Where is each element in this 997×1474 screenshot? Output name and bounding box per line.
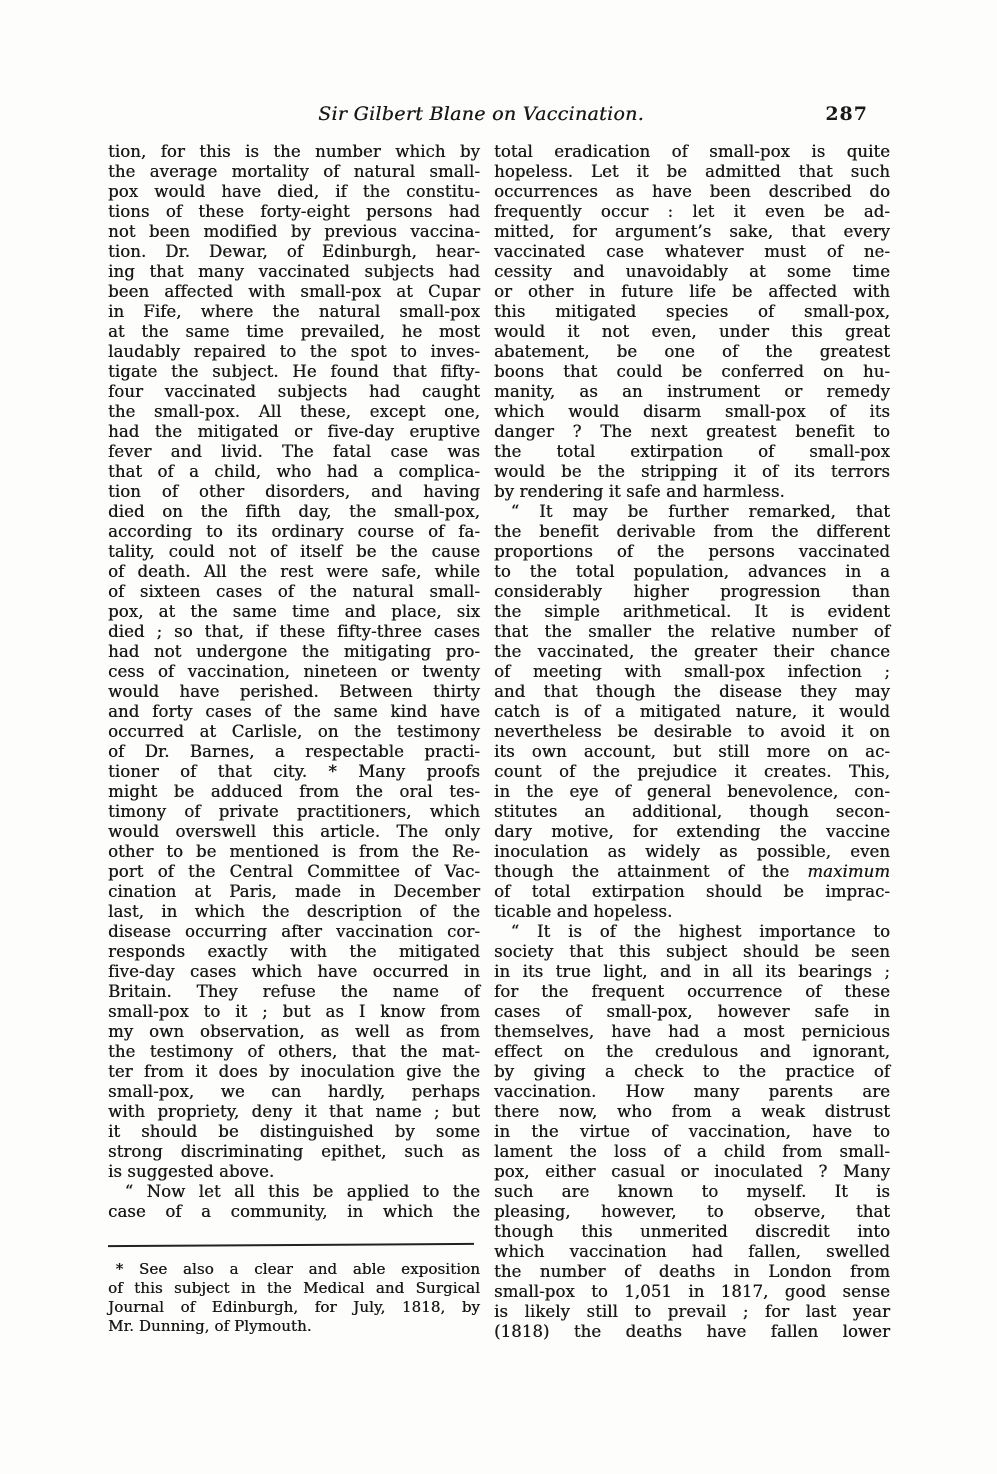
text-line: to the total population, advances in a xyxy=(494,562,890,581)
text-line: and that though the disease they may xyxy=(494,682,890,701)
article-body xyxy=(108,142,890,1342)
text-line: nevertheless be desirable to avoid it on xyxy=(494,722,890,741)
footnote-text xyxy=(108,1260,480,1336)
text-line: Journal of Edinburgh, for July, 1818, by xyxy=(108,1298,480,1316)
text-line: my own observation, as well as from xyxy=(108,1022,480,1041)
text-line: of this subject in the Medical and Surgical xyxy=(108,1279,480,1297)
text-line: small-pox, we can hardly, perhaps xyxy=(108,1082,480,1101)
text-line: other to be mentioned is from the Re- xyxy=(108,842,480,861)
text-line: cessity and unavoidably at some time xyxy=(494,262,890,281)
text-line: and forty cases of the same kind have xyxy=(108,702,480,721)
text-line: ticable and hopeless. xyxy=(494,902,673,921)
text-line: pox would have died, if the constitu- xyxy=(108,182,480,201)
text-line: ter from it does by inoculation give the xyxy=(108,1062,480,1081)
text-line: is suggested above. xyxy=(108,1162,275,1181)
text-line: of Dr. Barnes, a respectable practi- xyxy=(108,742,480,761)
text-line: danger ? The next greatest benefit to xyxy=(494,422,890,441)
right-column xyxy=(494,142,890,1342)
text-line: died on the fifth day, the small-pox, xyxy=(108,502,480,521)
text-line: in the eye of general benevolence, con- xyxy=(494,782,890,801)
right-column-text xyxy=(494,142,890,1342)
text-line: with propriety, deny it that name ; but xyxy=(108,1102,480,1121)
text-line: for the frequent occurrence of these xyxy=(494,982,890,1001)
footnote-block xyxy=(108,1244,480,1336)
text-line: Mr. Dunning, of Plymouth. xyxy=(108,1317,312,1335)
page-number: 287 xyxy=(825,103,868,125)
text-line: the total extirpation of small-pox xyxy=(494,442,890,461)
text-line: of total extirpation should be imprac- xyxy=(494,882,890,901)
text-line: not been modified by previous vaccina- xyxy=(108,222,480,241)
text-line: the testimony of others, that the mat- xyxy=(108,1042,480,1061)
text-line: the small-pox. All these, except one, xyxy=(108,402,480,421)
text-line: laudably repaired to the spot to inves- xyxy=(108,342,480,361)
text-line: fever and livid. The fatal case was xyxy=(108,442,480,461)
text-line: in its true light, and in all its bearings ; xyxy=(494,962,890,981)
text-line: four vaccinated subjects had caught xyxy=(108,382,480,401)
text-line: manity, as an instrument or remedy xyxy=(494,382,890,401)
text-line: last, in which the description of the xyxy=(108,902,480,921)
text-line: catch is of a mitigated nature, it would xyxy=(494,702,890,721)
running-header xyxy=(108,103,890,129)
text-line: “ It is of the highest importance to xyxy=(494,922,890,941)
text-line: pox, either casual or inoculated ? Many xyxy=(494,1162,890,1181)
text-line: disease occurring after vaccination cor- xyxy=(108,922,480,941)
text-line: society that this subject should be seen xyxy=(494,942,890,961)
text-line: occurred at Carlisle, on the testimony xyxy=(108,722,480,741)
text-line: tions of these forty-eight persons had xyxy=(108,202,480,221)
left-column xyxy=(108,142,480,1342)
text-line: the number of deaths in London from xyxy=(494,1262,890,1281)
text-line: would it not even, under this great xyxy=(494,322,890,341)
text-line: there now, who from a weak distrust xyxy=(494,1102,890,1121)
text-line: though the attainment of the maximum xyxy=(494,862,890,881)
text-line: abatement, be one of the greatest xyxy=(494,342,890,361)
text-line: had not undergone the mitigating pro- xyxy=(108,642,480,661)
text-line: according to its ordinary course of fa- xyxy=(108,522,480,541)
text-line: boons that could be conferred on hu- xyxy=(494,362,890,381)
text-line: which vaccination had fallen, swelled xyxy=(494,1242,890,1261)
text-line: count of the prejudice it creates. This, xyxy=(494,762,890,781)
text-line: total eradication of small-pox is quite xyxy=(494,142,890,161)
text-line: would have perished. Between thirty xyxy=(108,682,480,701)
text-line: inoculation as widely as possible, even xyxy=(494,842,890,861)
text-line: port of the Central Committee of Vac- xyxy=(108,862,480,881)
text-line: of death. All the rest were safe, while xyxy=(108,562,480,581)
text-line: in the virtue of vaccination, have to xyxy=(494,1122,890,1141)
text-line: by giving a check to the practice of xyxy=(494,1062,890,1081)
text-line: would overswell this article. The only xyxy=(108,822,480,841)
text-line: its own account, but still more on ac- xyxy=(494,742,890,761)
text-line: case of a community, in which the xyxy=(108,1202,480,1221)
text-line: died ; so that, if these fifty-three cases xyxy=(108,622,480,641)
text-line: “ It may be further remarked, that xyxy=(494,502,890,521)
text-line: occurrences as have been described do xyxy=(494,182,890,201)
text-line: cination at Paris, made in December xyxy=(108,882,480,901)
text-line: this mitigated species of small-pox, xyxy=(494,302,890,321)
text-line: stitutes an additional, though secon- xyxy=(494,802,890,821)
text-line: “ Now let all this be applied to the xyxy=(108,1182,480,1201)
text-line: responds exactly with the mitigated xyxy=(108,942,480,961)
footnote-rule xyxy=(108,1243,474,1247)
text-line: tion of other disorders, and having xyxy=(108,482,480,501)
text-line: lament the loss of a child from small- xyxy=(494,1142,890,1161)
text-line: vaccinated case whatever must of ne- xyxy=(494,242,890,261)
text-line: by rendering it safe and harmless. xyxy=(494,482,785,501)
text-line: tigate the subject. He found that fifty- xyxy=(108,362,480,381)
text-line: at the same time prevailed, he most xyxy=(108,322,480,341)
text-line: themselves, have had a most pernicious xyxy=(494,1022,890,1041)
text-line: effect on the credulous and ignorant, xyxy=(494,1042,890,1061)
text-line: the simple arithmetical. It is evident xyxy=(494,602,890,621)
text-line: cases of small-pox, however safe in xyxy=(494,1002,890,1021)
text-line: proportions of the persons vaccinated xyxy=(494,542,890,561)
text-line: of sixteen cases of the natural small- xyxy=(108,582,480,601)
text-line: vaccination. How many parents are xyxy=(494,1082,890,1101)
text-line: strong discriminating epithet, such as xyxy=(108,1142,480,1161)
text-line: timony of private practitioners, which xyxy=(108,802,480,821)
text-line: * See also a clear and able exposition xyxy=(108,1260,480,1278)
text-line: tality, could not of itself be the cause xyxy=(108,542,480,561)
text-line: would be the stripping it of its terrors xyxy=(494,462,890,481)
text-line: mitted, for argument’s sake, that every xyxy=(494,222,890,241)
text-line: five-day cases which have occurred in xyxy=(108,962,480,981)
text-line: that of a child, who had a complica- xyxy=(108,462,480,481)
text-line: is likely still to prevail ; for last year xyxy=(494,1302,890,1321)
text-line: dary motive, for extending the vaccine xyxy=(494,822,890,841)
text-line: it should be distinguished by some xyxy=(108,1122,480,1141)
text-line: small-pox to 1,051 in 1817, good sense xyxy=(494,1282,890,1301)
text-line: pleasing, however, to observe, that xyxy=(494,1202,890,1221)
text-line: such are known to myself. It is xyxy=(494,1182,890,1201)
text-line: the average mortality of natural small- xyxy=(108,162,480,181)
text-line: small-pox to it ; but as I know from xyxy=(108,1002,480,1021)
text-line: (1818) the deaths have fallen lower xyxy=(494,1322,890,1341)
text-line: tioner of that city. * Many proofs xyxy=(108,762,480,781)
text-line: that the smaller the relative number of xyxy=(494,622,890,641)
text-line: which would disarm small-pox of its xyxy=(494,402,890,421)
text-line: cess of vaccination, nineteen or twenty xyxy=(108,662,480,681)
text-line: the vaccinated, the greater their chance xyxy=(494,642,890,661)
text-line: tion. Dr. Dewar, of Edinburgh, hear- xyxy=(108,242,480,261)
text-line: of meeting with small-pox infection ; xyxy=(494,662,890,681)
text-line: Britain. They refuse the name of xyxy=(108,982,480,1001)
text-line: ing that many vaccinated subjects had xyxy=(108,262,480,281)
text-line: the benefit derivable from the different xyxy=(494,522,890,541)
text-line: had the mitigated or five-day eruptive xyxy=(108,422,480,441)
text-line: frequently occur : let it even be ad- xyxy=(494,202,890,221)
text-line: hopeless. Let it be admitted that such xyxy=(494,162,890,181)
text-line: pox, at the same time and place, six xyxy=(108,602,480,621)
text-line: tion, for this is the number which by xyxy=(108,142,480,161)
text-line: might be adduced from the oral tes- xyxy=(108,782,480,801)
text-line: been affected with small-pox at Cupar xyxy=(108,282,480,301)
text-line: though this unmerited discredit into xyxy=(494,1222,890,1241)
left-column-text xyxy=(108,142,480,1222)
text-line: or other in future life be affected with xyxy=(494,282,890,301)
page-title: Sir Gilbert Blane on Vaccination. xyxy=(318,103,644,125)
text-line: in Fife, where the natural small-pox xyxy=(108,302,480,321)
text-line: considerably higher progression than xyxy=(494,582,890,601)
